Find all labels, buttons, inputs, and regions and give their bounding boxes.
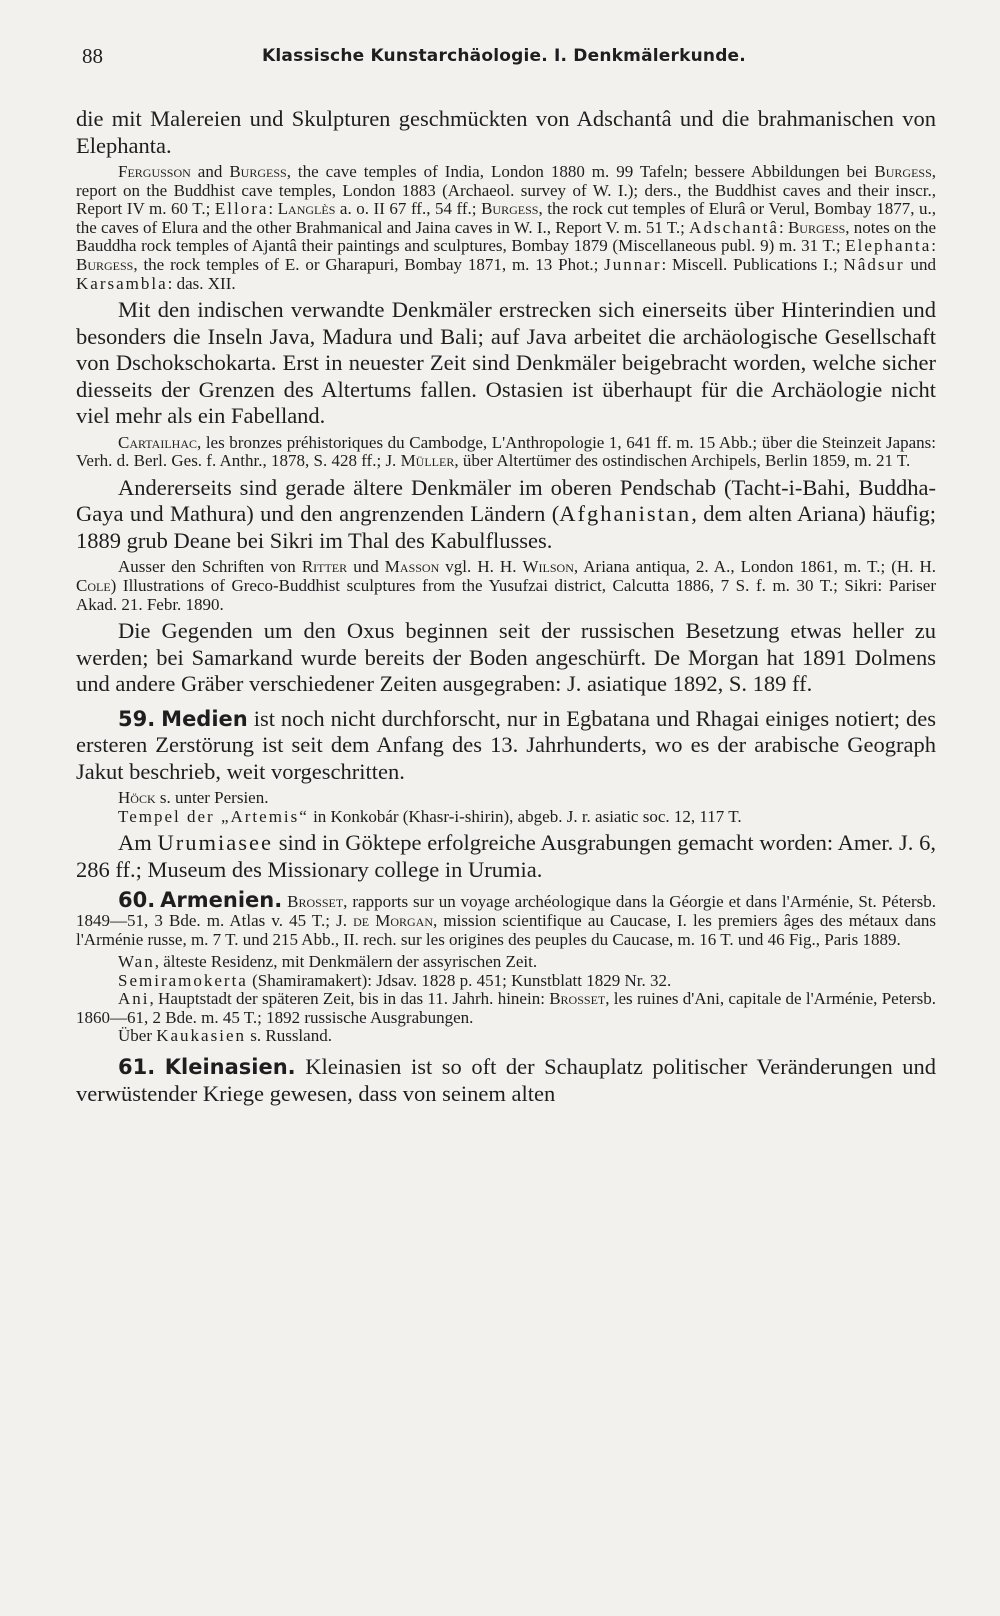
section-number-59: 59.	[118, 706, 156, 731]
text-run: :	[778, 217, 788, 237]
text-run: : das. XII.	[167, 273, 236, 293]
running-title: Klassische Kunstarchäologie. I. Denkmälerkunde.	[262, 46, 746, 66]
footnote-kaukasien	[76, 1027, 936, 1046]
term-artemis-temple: Tempel der „Artemis“	[118, 806, 309, 826]
text-run: und	[904, 254, 937, 274]
text-run: , report on the Buddhist cave temples, London 1883 (Archaeol. survey of W. I.); ders., the Buddhist caves and their inscr., Report IV m. 60 T.;	[76, 162, 936, 219]
footnote-artemis	[76, 808, 936, 827]
author-langles: Langlès	[277, 199, 336, 219]
author-burgess: Burgess	[874, 162, 932, 181]
author-ritter: Ritter	[301, 557, 348, 577]
author-burgess: Burgess	[481, 199, 539, 219]
text-run: Ausser den Schriften von	[118, 557, 302, 577]
author-burgess: Burgess	[787, 217, 846, 237]
author-burgess: Burgess	[229, 162, 287, 181]
text-run: and	[190, 162, 230, 181]
text-run: , the rock cut temples of Elurâ or Verul, Bombay 1877, u., the caves of Elura and the other Brahmanical and Jaina caves in W. I., Report V. m. 51 T.;	[76, 199, 936, 237]
place-afghanistan: Afghanistan	[559, 501, 692, 527]
text-run: (Shamiramakert): Jdsav. 1828 p. 451; Kunstblatt 1829 Nr. 32.	[247, 970, 672, 990]
page-number: 88	[82, 44, 103, 68]
text-run: und	[347, 557, 385, 577]
place-nadsur: Nâdsur	[843, 254, 905, 274]
place-elephanta: Elephanta	[845, 236, 932, 256]
book-page	[76, 40, 936, 1600]
footnote-semiramokerta	[76, 972, 936, 991]
text-run: ist noch nicht durchforscht, nur in Egbatana und Rhagai einiges notiert; des ersteren Zerstörung ist seit dem Anfang des 13. Jahrhunderts, wo es der arabische Geograph Jakut beschrieb, weit vorgeschritten.	[76, 705, 936, 784]
footnote-ariana	[76, 558, 936, 614]
text-run: , Hauptstadt der späteren Zeit, bis in das 11. Jahrh. hinein:	[149, 989, 550, 1009]
place-urumiasee: Urumiasee	[157, 830, 273, 856]
footnote-ani	[76, 990, 936, 1027]
place-junnar: Junnar	[604, 254, 662, 274]
text-run: , les bronzes préhistoriques du Cambodge, L'Anthropologie 1, 641 ff. m. 15 Abb.; über die Steinzeit Japans: Verh. d. Berl. Ges. f. Anthr., 1878, S. 428 ff.; J.	[76, 432, 936, 471]
text-run: :	[268, 199, 278, 219]
place-wan: Wan	[118, 952, 155, 972]
place-karsambla: Karsambla	[76, 273, 168, 293]
author-burgess: Burgess	[76, 254, 134, 274]
text-run: Andererseits sind gerade ältere Denkmäler im oberen Pendschab (Tacht-i-Bahi, Buddha-Gaya und Mathura) und den angrenzenden Ländern (	[76, 474, 936, 527]
text-run: Am	[118, 830, 158, 856]
text-run: s. unter Persien.	[155, 788, 269, 808]
text-run: , über Altertümer des ostindischen Archipels, Berlin 1859, m. 21 T.	[454, 451, 911, 471]
paragraph-pendschab	[76, 475, 936, 555]
text-run: , rapports sur un voyage archéologique dans la Géorgie et dans l'Arménie, St. Pétersb. 1849—51, 3 Bde. m. Atlas v. 45 T.; J.	[76, 892, 936, 930]
place-ellora: Ellora	[214, 199, 269, 219]
author-wilson: Wilson	[522, 557, 574, 577]
footnote-india-caves	[76, 163, 936, 293]
text-run: , älteste Residenz, mit Denkmälern der assyrischen Zeit.	[154, 952, 538, 972]
author-masson: Masson	[384, 557, 440, 577]
section-61-kleinasien	[76, 1054, 936, 1107]
footnote-cambodge	[76, 434, 936, 471]
place-semiramokerta: Semiramokerta	[118, 970, 248, 990]
text-run: : Miscell. Publications I.;	[661, 254, 844, 274]
footnote-hoeck	[76, 789, 936, 808]
text-run: vgl. H. H.	[439, 557, 523, 577]
text-run: a. o. II 67 ff., 54 ff.;	[335, 199, 482, 219]
text-run: , notes on the Bauddha rock temples of Ajantâ their paintings and sculptures, Bombay 1879 (Miscellaneous publ. 9) m. 31 T.;	[76, 217, 936, 256]
author-brosset: Brosset	[549, 989, 606, 1009]
page-header	[76, 40, 936, 70]
paragraph-hinterindien: Mit den indischen verwandte Denkmäler erstrecken sich einerseits über Hinterindien und besonders die Inseln Java, Madura und Bali; auf Java arbeitet die archäologische Gesellschaft von Dschokschokarta. Erst in neuester Zeit sind Denkmäler beigebracht worden, welche sicher diesseits der Grenzen des Altertums fallen. Ostasien ist überhaupt für die Archäologie nicht viel mehr als ein Fabelland.	[76, 297, 936, 429]
paragraph-urumiasee	[76, 830, 936, 883]
text-run: , Ariana antiqua, 2. A., London 1861, m. T.; (H. H.	[573, 557, 937, 577]
section-number-60: 60.	[118, 888, 156, 913]
author-mueller: Müller	[400, 451, 455, 471]
footnote-wan	[76, 953, 936, 972]
paragraph-adschanta: die mit Malereien und Skulpturen geschmückten von Adschantâ und die brahmanischen von Elephanta.	[76, 106, 936, 158]
author-cartailhac: Cartailhac	[118, 432, 197, 452]
text-run: , the rock temples of E. or Gharapuri, Bombay 1871, m. 13 Phot.;	[133, 254, 605, 274]
section-59-medien	[76, 706, 936, 786]
section-number-61: 61.	[118, 1055, 156, 1080]
section-60-armenien	[76, 888, 937, 949]
section-title-kleinasien: Kleinasien.	[164, 1055, 296, 1080]
text-run: :	[931, 236, 936, 256]
author-brosset: Brosset	[287, 892, 344, 912]
author-fergusson: Fergusson	[118, 162, 191, 181]
text-run: in Konkobár (Khasr-i-shirin), abgeb. J. r. asiatic soc. 12, 117 T.	[308, 806, 742, 826]
place-ani: Ani	[118, 989, 150, 1009]
section-title-armenien: Armenien.	[160, 888, 283, 913]
section-title-medien: Medien	[161, 706, 248, 731]
place-adschanta: Adschantâ	[689, 217, 779, 237]
text-run: , les ruines d'Ani, capitale de l'Arménie, Petersb. 1860—61, 2 Bde. m. 45 T.; 1892 russische Ausgrabungen.	[76, 989, 936, 1027]
author-cole: Cole	[76, 575, 111, 595]
text-run: , the cave temples of India, London 1880 m. 99 Tafeln; bessere Abbildungen bei	[286, 162, 875, 181]
text-run: sind in Göktepe erfolgreiche Ausgrabungen gemacht worden: Amer. J. 6, 286 ff.; Museum des Missionary college in Urumia.	[76, 830, 936, 882]
text-run: Über	[118, 1026, 157, 1046]
text-run: Kleinasien ist so oft der Schauplatz politischer Veränderungen und verwüstender Kriege gewesen, dass von seinem alten	[76, 1054, 936, 1106]
author-hoeck: Höck	[118, 788, 156, 808]
text-run: , mission scientifique au Caucase, I. les premiers âges des métaux dans l'Arménie russe, m. 7 T. und 215 Abb., II. rech. sur les origines des peuples du Caucase, m. 16 T. und 46 Fig., Paris 1889.	[76, 910, 937, 949]
place-kaukasien: Kaukasien	[156, 1026, 246, 1046]
paragraph-oxus: Die Gegenden um den Oxus beginnen seit der russischen Besetzung etwas heller zu werden; bei Samarkand wurde bereits der Boden angeschürft. De Morgan hat 1891 Dolmens und andere Gräber verschiedener Zeiten ausgegraben: J. asiatique 1892, S. 189 ff.	[76, 618, 936, 697]
text-run: ) Illustrations of Greco-Buddhist sculptures from the Yusufzai district, Calcutta 1886, 7 S. f. m. 30 T.; Sikri: Pariser Akad. 21. Febr. 1890.	[76, 575, 936, 614]
author-de-morgan: de Morgan	[353, 910, 434, 930]
text-run: , dem alten Ariana) häufig; 1889 grub Deane bei Sikri im Thal des Kabulflusses.	[76, 501, 936, 553]
text-run: s. Russland.	[246, 1026, 332, 1046]
page-body	[76, 106, 936, 1107]
